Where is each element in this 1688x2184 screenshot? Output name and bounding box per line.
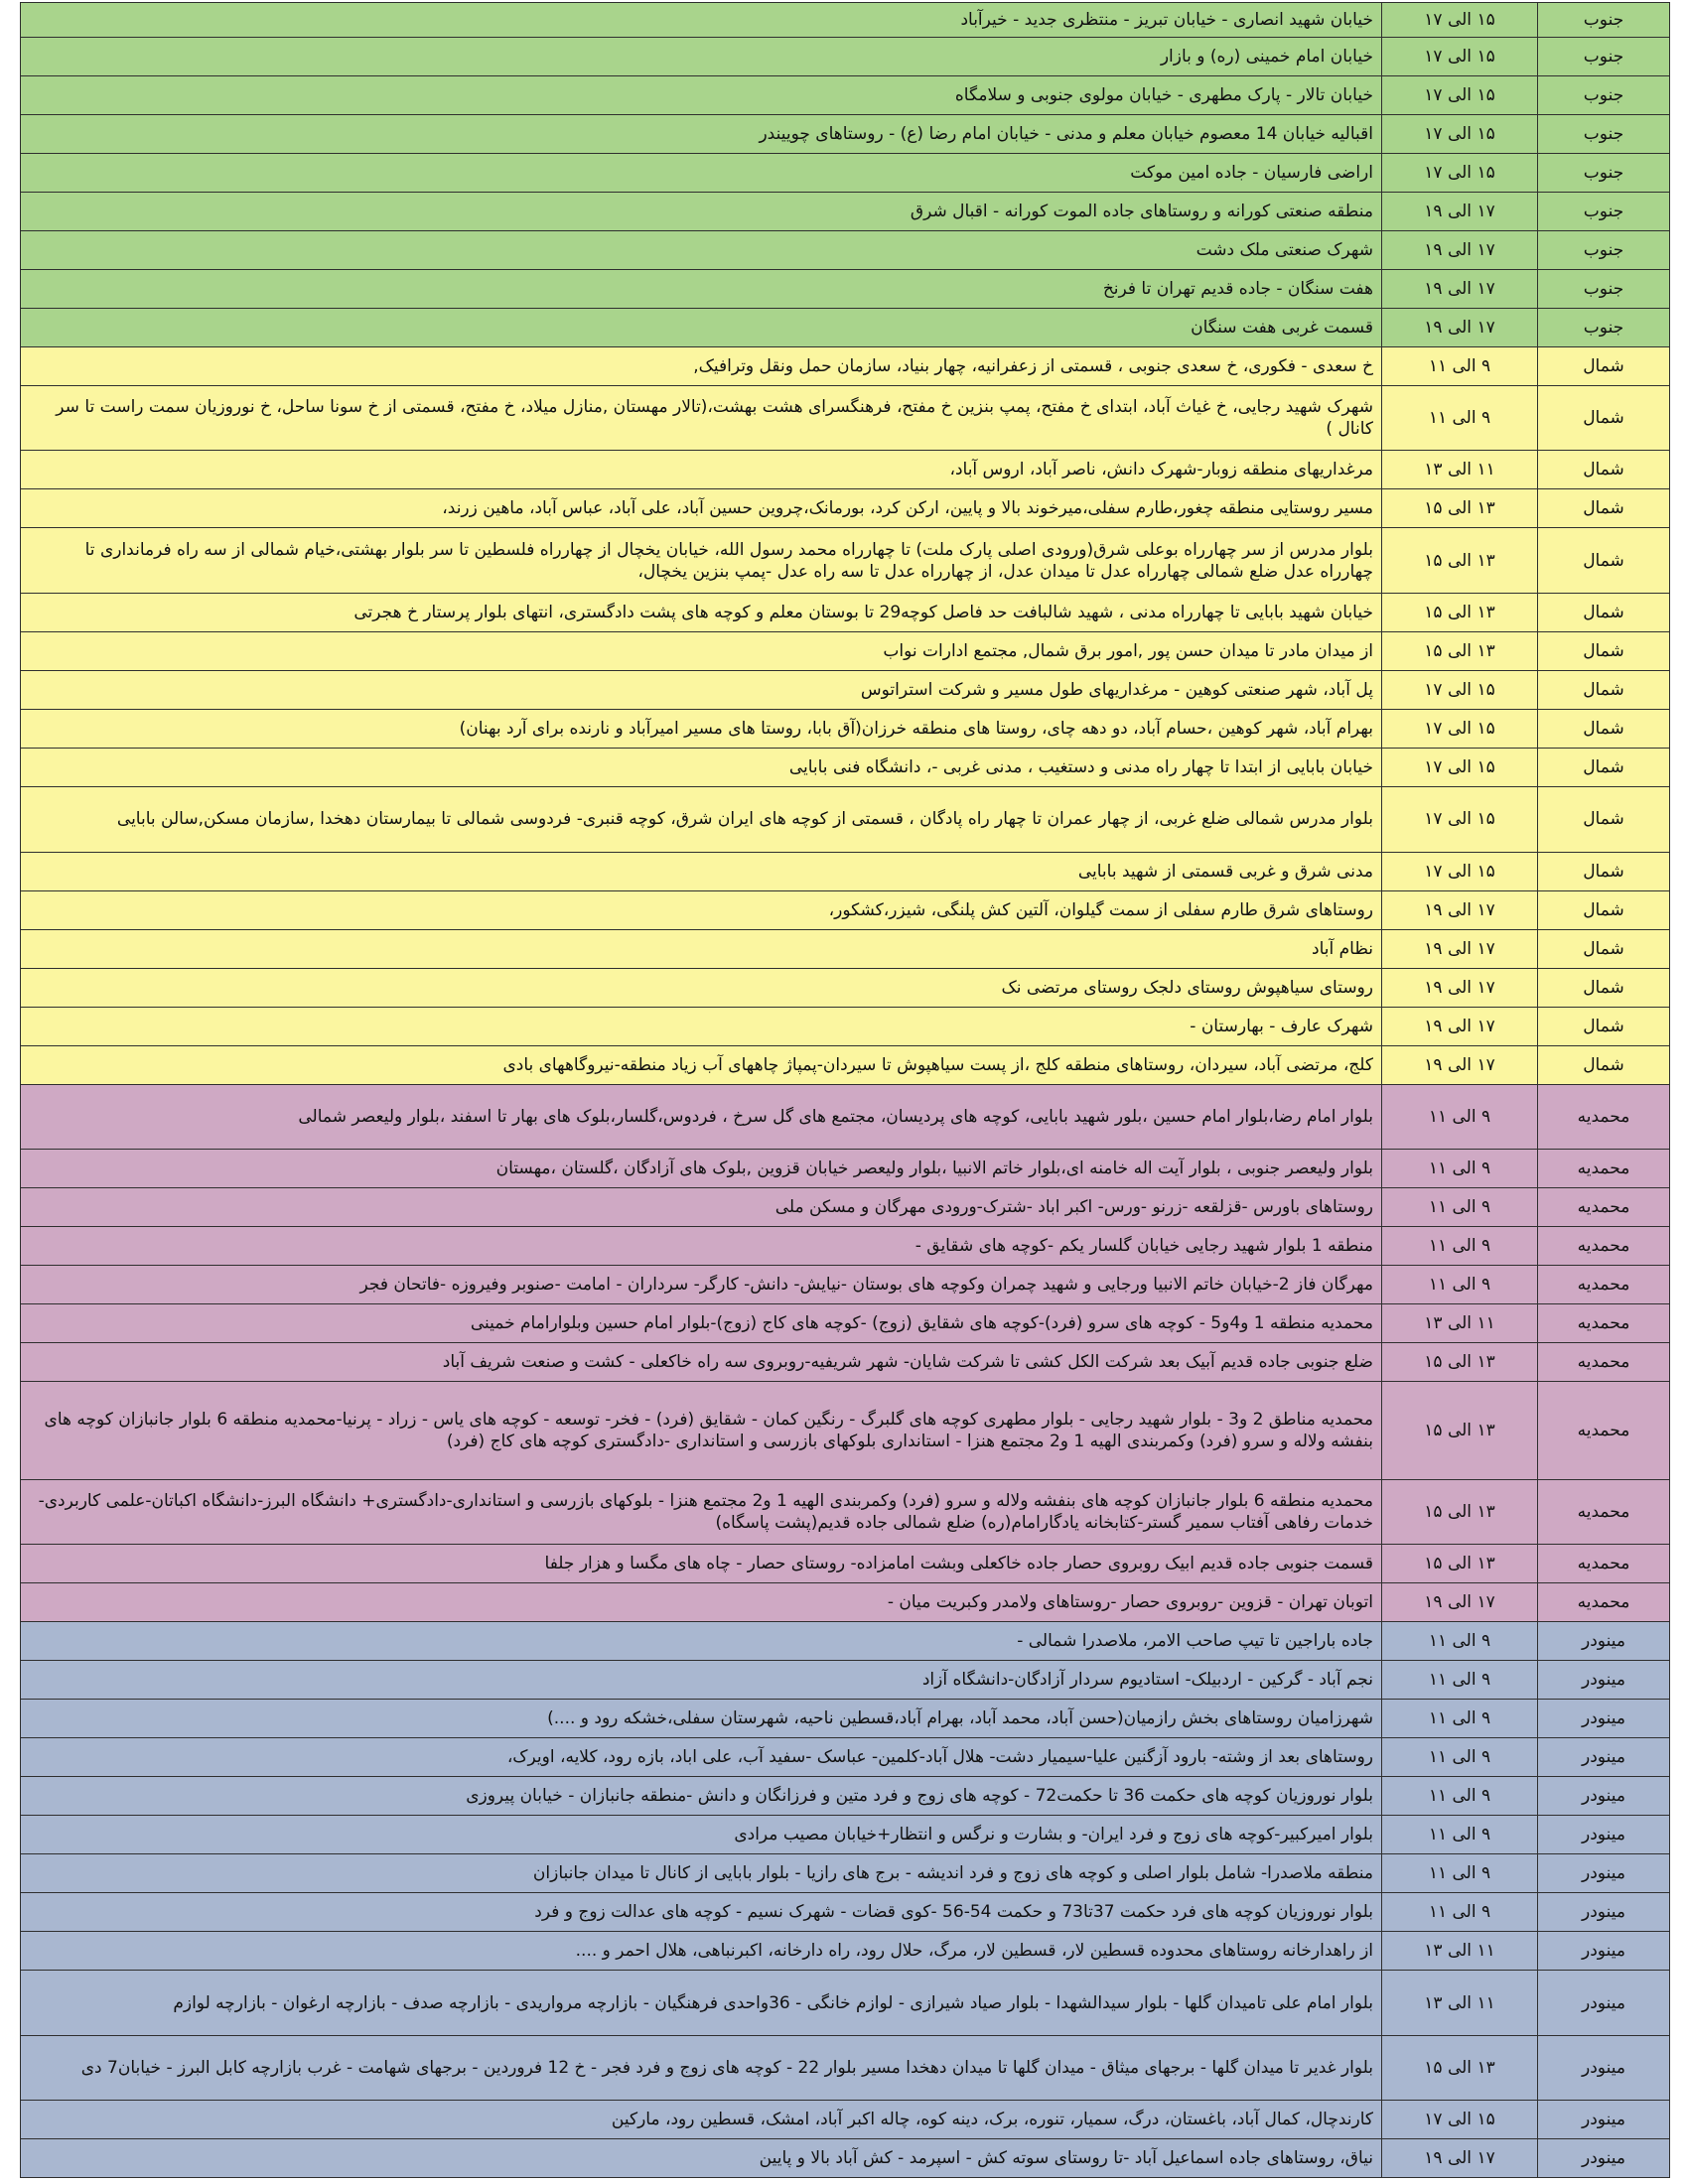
time-cell: ۱۵ الی ۱۷ <box>1382 153 1538 192</box>
area-cell: بلوار امام رضا،بلوار امام حسین ،بلور شهید بابایی، کوچه های پردیسان، مجتمع های گل سرخ ، فردوس،گلسار،بلوک های بهار تا اسفند ،بلوار ولیعصر شمالی <box>21 1084 1382 1150</box>
table-row <box>21 1304 1670 1343</box>
region-cell: مینودر <box>1538 1971 1670 2036</box>
table-row <box>21 710 1670 749</box>
area-cell: روستاهای باورس -قزلقعه -زرنو -ورس- اکبر اباد -شترک-ورودی مهرگان و مسکن ملی <box>21 1188 1382 1227</box>
table-row <box>21 1971 1670 2036</box>
area-cell: پل آباد، شهر صنعتی کوهین - مرغداریهای طول مسیر و شرکت استراتوس <box>21 671 1382 710</box>
table-row <box>21 451 1670 489</box>
area-cell: خیابان امام خمینی (ره) و بازار <box>21 37 1382 75</box>
time-cell: ۱۷ الی ۱۹ <box>1382 269 1538 308</box>
time-cell: ۹ الی ۱۱ <box>1382 1738 1538 1777</box>
table-row <box>21 230 1670 269</box>
time-cell: ۹ الی ۱۱ <box>1382 1622 1538 1661</box>
table-row <box>21 1622 1670 1661</box>
area-cell: بلوار مدرس شمالی ضلع غربی، از چهار عمران تا چهار راه پادگان ، قسمتی از کوچه های ایران شرق، کوچه قنبری- فردوسی شمالی تا بیمارستان دهخدا ,سازمان مسکن,سالن بابایی <box>21 787 1382 853</box>
area-cell: مسیر روستایی منطقه چغور،طارم سفلی،میرخوند بالا و پایین، ارکن کرد، بورمانک،چروین حسین آباد، علی آباد، عباس آباد، ماهین زرند، <box>21 489 1382 528</box>
time-cell: ۱۷ الی ۱۹ <box>1382 929 1538 968</box>
time-cell: ۱۳ الی ۱۵ <box>1382 2035 1538 2101</box>
table-row <box>21 1816 1670 1854</box>
time-cell: ۹ الی ۱۱ <box>1382 1700 1538 1738</box>
area-cell: اتوبان تهران - قزوین -روبروی حصار -روستاهای ولامدر وکبریت میان - <box>21 1583 1382 1622</box>
time-cell: ۱۷ الی ۱۹ <box>1382 1007 1538 1045</box>
table-row <box>21 528 1670 594</box>
region-cell: محمدیه <box>1538 1343 1670 1382</box>
table-row <box>21 1479 1670 1545</box>
region-cell: مینودر <box>1538 1932 1670 1971</box>
region-cell: محمدیه <box>1538 1304 1670 1343</box>
region-cell: شمال <box>1538 451 1670 489</box>
time-cell: ۱۳ الی ۱۵ <box>1382 1343 1538 1382</box>
region-cell: مینودر <box>1538 1816 1670 1854</box>
table-row <box>21 269 1670 308</box>
table-row <box>21 1738 1670 1777</box>
time-cell: ۱۵ الی ۱۷ <box>1382 710 1538 749</box>
table-row <box>21 1893 1670 1932</box>
schedule-rows <box>21 3 1670 2178</box>
region-cell: جنوب <box>1538 192 1670 230</box>
table-row <box>21 1084 1670 1150</box>
area-cell: کارندچال، کمال آباد، باغستان، درگ، سمیار، تنوره، برک، دینه کوه، چاله اکبر آباد، امشک، قسطین رود، مارکین <box>21 2101 1382 2139</box>
area-cell: مهرگان فاز 2-خیابان خاتم الانبیا ورجایی و شهید چمران وکوچه های بوستان -نیایش- دانش- کارگر- سرداران - امامت -صنوبر وفیروزه -فاتحان فجر <box>21 1266 1382 1304</box>
time-cell: ۱۵ الی ۱۷ <box>1382 37 1538 75</box>
table-row <box>21 1188 1670 1227</box>
area-cell: مدنی شرق و غربی قسمتی از شهید بابایی <box>21 852 1382 890</box>
area-cell: بلوار ولیعصر جنوبی ، بلوار آیت اله خامنه ای،بلوار خاتم الانبیا ،بلوار ولیعصر خیابان قزوین ,بلوک های آزادگان ،گلستان ،مهستان <box>21 1150 1382 1188</box>
region-cell: محمدیه <box>1538 1382 1670 1479</box>
area-cell: روستای سیاهپوش روستای دلجک روستای مرتضی نک <box>21 968 1382 1007</box>
region-cell: محمدیه <box>1538 1084 1670 1150</box>
time-cell: ۱۳ الی ۱۵ <box>1382 1479 1538 1545</box>
area-cell: نجم آباد - گرکین - اردبیلک- استادیوم سردار آزادگان-دانشگاه آزاد <box>21 1661 1382 1700</box>
time-cell: ۱۷ الی ۱۹ <box>1382 968 1538 1007</box>
time-cell: ۱۵ الی ۱۷ <box>1382 749 1538 787</box>
table-row <box>21 114 1670 153</box>
table-row <box>21 968 1670 1007</box>
area-cell: خ سعدی - فکوری، خ سعدی جنوبی ، قسمتی از زعفرانیه، چهار بنیاد، سازمان حمل ونقل وترافیک, <box>21 346 1382 385</box>
region-cell: مینودر <box>1538 2101 1670 2139</box>
region-cell: شمال <box>1538 749 1670 787</box>
table-row <box>21 890 1670 929</box>
region-cell: شمال <box>1538 929 1670 968</box>
time-cell: ۹ الی ۱۱ <box>1382 1084 1538 1150</box>
area-cell: کلج، مرتضی آباد، سیردان، روستاهای منطقه کلج ،از پست سیاهپوش تا سیردان-پمپاژ چاههای آب زیاد منطقه-نیروگاههای بادی <box>21 1045 1382 1084</box>
time-cell: ۱۳ الی ۱۵ <box>1382 632 1538 671</box>
area-cell: محمدیه مناطق 2 و3 - بلوار شهید رجایی - بلوار مطهری کوچه های گلبرگ - رنگین کمان - شقایق (فرد) - فخر- توسعه - کوچه های یاس - زراد - پرنیا-محمدیه منطقه 6 بلوار جانبازان کوچه های بنفشه ولاله و سرو (فرد) وکمربندی الهیه 1 و2 مجتمع هنزا - استانداری بلوکهای بازرسی و استانداری -دادگستری کوچه های کاج (فرد) <box>21 1382 1382 1479</box>
time-cell: ۹ الی ۱۱ <box>1382 346 1538 385</box>
region-cell: مینودر <box>1538 1661 1670 1700</box>
table-row <box>21 1700 1670 1738</box>
table-row <box>21 852 1670 890</box>
region-cell: شمال <box>1538 671 1670 710</box>
time-cell: ۹ الی ۱۱ <box>1382 1893 1538 1932</box>
time-cell: ۱۵ الی ۱۷ <box>1382 671 1538 710</box>
time-cell: ۱۷ الی ۱۹ <box>1382 890 1538 929</box>
area-cell: ضلع جنوبی جاده قدیم آبیک بعد شرکت الکل کشی تا شرکت شایان- شهر شریفیه-روبروی سه راه خاکعلی - کشت و صنعت شریف آباد <box>21 1343 1382 1382</box>
region-cell: جنوب <box>1538 114 1670 153</box>
region-cell: مینودر <box>1538 1700 1670 1738</box>
region-cell: مینودر <box>1538 1777 1670 1816</box>
area-cell: محمدیه منطقه 6 بلوار جانبازان کوچه های بنفشه ولاله و سرو (فرد) وکمربندی الهیه 1 و2 مجتمع هنزا - بلوکهای بازرسی و استانداری-دادگستری+ دانشگاه البرز-دانشگاه اکباتان-علمی کاربردی-خدمات رفاهی آفتاب سمیر گستر-کتابخانه یادگارامام(ره) ضلع شمالی جاده قدیم(پشت پاسگاه) <box>21 1479 1382 1545</box>
area-cell: خیابان تالار - پارک مطهری - خیابان مولوی جنوبی و سلامگاه <box>21 75 1382 114</box>
region-cell: جنوب <box>1538 37 1670 75</box>
table-row <box>21 1007 1670 1045</box>
area-cell: بلوار غدیر تا میدان گلها - برجهای میثاق - میدان گلها تا میدان دهخدا مسیر بلوار 22 - کوچه های زوج و فرد فجر - خ 12 فروردین - برجهای شهامت - غرب بازارچه کابل البرز - خیابان7 دی <box>21 2035 1382 2101</box>
table-row <box>21 75 1670 114</box>
time-cell: ۱۱ الی ۱۳ <box>1382 1971 1538 2036</box>
table-row <box>21 1583 1670 1622</box>
area-cell: از میدان مادر تا میدان حسن پور ,امور برق شمال, مجتمع ادارات نواب <box>21 632 1382 671</box>
table-row <box>21 594 1670 632</box>
table-row <box>21 489 1670 528</box>
table-row <box>21 2035 1670 2101</box>
region-cell: شمال <box>1538 1045 1670 1084</box>
area-cell: بلوار نوروزیان کوچه های فرد حکمت 37تا73 و حکمت 54-56 -کوی قضات - شهرک نسیم - کوچه های عدالت زوج و فرد <box>21 1893 1382 1932</box>
area-cell: خیابان بابایی از ابتدا تا چهار راه مدنی و دستغیب ، مدنی غربی -، دانشگاه فنی بابایی <box>21 749 1382 787</box>
area-cell: منطقه صنعتی کورانه و روستاهای جاده الموت کورانه - اقبال شرق <box>21 192 1382 230</box>
table-row <box>21 1266 1670 1304</box>
region-cell: شمال <box>1538 528 1670 594</box>
time-cell: ۹ الی ۱۱ <box>1382 1661 1538 1700</box>
region-cell: مینودر <box>1538 1893 1670 1932</box>
table-row <box>21 192 1670 230</box>
area-cell: محمدیه منطقه 1 و4و5 - کوچه های سرو (فرد)-کوچه های شقایق (زوج) -کوچه های کاج (زوج)-بلوار امام حسین وبلوارامام خمینی <box>21 1304 1382 1343</box>
table-row <box>21 1854 1670 1893</box>
area-cell: بلوار مدرس از سر چهارراه بوعلی شرق(ورودی اصلی پارک ملت) تا چهارراه محمد رسول الله، خیابان یخچال از چهارراه فلسطین تا سر بلوار بهشتی،خیام شمالی از سه راه فرمانداری تا چهارراه عدل ضلع شمالی چهارراه عدل تا میدان عدل، از چهارراه عدل تا سه راه عدل -پمپ بنزین یخچال، <box>21 528 1382 594</box>
region-cell: شمال <box>1538 594 1670 632</box>
table-row <box>21 153 1670 192</box>
time-cell: ۹ الی ۱۱ <box>1382 1150 1538 1188</box>
region-cell: شمال <box>1538 787 1670 853</box>
table-row <box>21 1343 1670 1382</box>
region-cell: مینودر <box>1538 1854 1670 1893</box>
table-row <box>21 1150 1670 1188</box>
time-cell: ۱۵ الی ۱۷ <box>1382 2101 1538 2139</box>
time-cell: ۱۳ الی ۱۵ <box>1382 1545 1538 1583</box>
region-cell: جنوب <box>1538 3 1670 38</box>
time-cell: ۱۵ الی ۱۷ <box>1382 3 1538 38</box>
region-cell: جنوب <box>1538 153 1670 192</box>
time-cell: ۱۵ الی ۱۷ <box>1382 852 1538 890</box>
region-cell: محمدیه <box>1538 1545 1670 1583</box>
time-cell: ۱۵ الی ۱۷ <box>1382 114 1538 153</box>
region-cell: محمدیه <box>1538 1227 1670 1266</box>
table-row <box>21 1045 1670 1084</box>
area-cell: خیابان شهید انصاری - خیابان تبریز - منتظری جدید - خیرآباد <box>21 3 1382 38</box>
outage-schedule-table <box>20 2 1670 2178</box>
table-row <box>21 749 1670 787</box>
table-row <box>21 632 1670 671</box>
region-cell: جنوب <box>1538 308 1670 346</box>
time-cell: ۹ الی ۱۱ <box>1382 385 1538 451</box>
time-cell: ۱۷ الی ۱۹ <box>1382 1583 1538 1622</box>
area-cell: روستاهای بعد از وشته- بارود آزگنین علیا-سیمیار دشت- هلال آباد-کلمین- عباسک -سفید آب، علی اباد، بازه رود، کلایه، اویرک، <box>21 1738 1382 1777</box>
table-row <box>21 1545 1670 1583</box>
area-cell: اراضی فارسیان - جاده امین موکت <box>21 153 1382 192</box>
area-cell: شهرک صنعتی ملک دشت <box>21 230 1382 269</box>
time-cell: ۱۱ الی ۱۳ <box>1382 451 1538 489</box>
time-cell: ۱۷ الی ۱۹ <box>1382 2139 1538 2178</box>
table-row <box>21 1932 1670 1971</box>
region-cell: محمدیه <box>1538 1266 1670 1304</box>
time-cell: ۱۵ الی ۱۷ <box>1382 787 1538 853</box>
area-cell: نظام آباد <box>21 929 1382 968</box>
area-cell: قسمت جنوبی جاده قدیم ابیک روبروی حصار جاده خاکعلی وبشت امامزاده- روستای حصار - چاه های مگسا و هزار جلفا <box>21 1545 1382 1583</box>
time-cell: ۹ الی ۱۱ <box>1382 1816 1538 1854</box>
area-cell: شهرزامیان روستاهای بخش رازمیان(حسن آباد، محمد آباد، بهرام آباد،قسطین ناحیه، شهرستان سفلی،خشکه رود و ....) <box>21 1700 1382 1738</box>
region-cell: محمدیه <box>1538 1188 1670 1227</box>
table-row <box>21 2101 1670 2139</box>
region-cell: مینودر <box>1538 2035 1670 2101</box>
region-cell: محمدیه <box>1538 1150 1670 1188</box>
time-cell: ۱۳ الی ۱۵ <box>1382 1382 1538 1479</box>
time-cell: ۱۷ الی ۱۹ <box>1382 308 1538 346</box>
table-row <box>21 671 1670 710</box>
region-cell: جنوب <box>1538 269 1670 308</box>
region-cell: شمال <box>1538 968 1670 1007</box>
table-row <box>21 929 1670 968</box>
area-cell: نیاق، روستاهای جاده اسماعیل آباد -تا روستای سوته کش - اسپرمد - کش آباد بالا و پایین <box>21 2139 1382 2178</box>
table-row <box>21 787 1670 853</box>
area-cell: هفت سنگان - جاده قدیم تهران تا فرنخ <box>21 269 1382 308</box>
time-cell: ۱۳ الی ۱۵ <box>1382 489 1538 528</box>
area-cell: منطقه 1 بلوار شهید رجایی خیابان گلسار یکم -کوچه های شقایق - <box>21 1227 1382 1266</box>
region-cell: محمدیه <box>1538 1583 1670 1622</box>
area-cell: بلوار امیرکبیر-کوچه های زوج و فرد ایران- و بشارت و نرگس و انتظار+خیابان مصیب مرادی <box>21 1816 1382 1854</box>
area-cell: بهرام آباد، شهر کوهین ،حسام آباد، دو دهه چای، روستا های منطقه خرزان(آق بابا، روستا های مسیر امیرآباد و نارنده برای آرد بهنان) <box>21 710 1382 749</box>
region-cell: شمال <box>1538 890 1670 929</box>
time-cell: ۹ الی ۱۱ <box>1382 1854 1538 1893</box>
table-row <box>21 2139 1670 2178</box>
table-row <box>21 1661 1670 1700</box>
area-cell: مرغداریهای منطقه زوبار-شهرک دانش، ناصر آباد، اروس آباد، <box>21 451 1382 489</box>
time-cell: ۹ الی ۱۱ <box>1382 1188 1538 1227</box>
area-cell: شهرک شهید رجایی، خ غیاث آباد، ابتدای خ مفتح، پمپ بنزین خ مفتح، فرهنگسرای هشت بهشت،(تالار مهستان ,منازل میلاد، خ مفتح، قسمتی از خ سونا ساحل، خ نوروزیان سمت راست تا سر کانال ) <box>21 385 1382 451</box>
area-cell: از راهدارخانه روستاهای محدوده قسطین لار، قسطین لار، مرگ، حلال رود، راه دارخانه، اکبرنباهی، هلال احمر و .... <box>21 1932 1382 1971</box>
area-cell: بلوار نوروزیان کوچه های حکمت 36 تا حکمت72 - کوچه های زوج و فرد متین و فرزانگان و دانش -منطقه جانبازان - خیابان پیروزی <box>21 1777 1382 1816</box>
table-row <box>21 3 1670 38</box>
area-cell: شهرک عارف - بهارستان - <box>21 1007 1382 1045</box>
time-cell: ۱۳ الی ۱۵ <box>1382 594 1538 632</box>
time-cell: ۱۷ الی ۱۹ <box>1382 1045 1538 1084</box>
table-row <box>21 1382 1670 1479</box>
region-cell: شمال <box>1538 385 1670 451</box>
time-cell: ۱۷ الی ۱۹ <box>1382 230 1538 269</box>
region-cell: محمدیه <box>1538 1479 1670 1545</box>
table-row <box>21 1227 1670 1266</box>
region-cell: شمال <box>1538 346 1670 385</box>
region-cell: شمال <box>1538 632 1670 671</box>
region-cell: شمال <box>1538 710 1670 749</box>
region-cell: جنوب <box>1538 230 1670 269</box>
table-row <box>21 1777 1670 1816</box>
table-row <box>21 346 1670 385</box>
table-row <box>21 385 1670 451</box>
time-cell: ۱۵ الی ۱۷ <box>1382 75 1538 114</box>
region-cell: شمال <box>1538 489 1670 528</box>
region-cell: جنوب <box>1538 75 1670 114</box>
region-cell: شمال <box>1538 852 1670 890</box>
table-row <box>21 308 1670 346</box>
outage-schedule-sheet <box>20 2 1670 2178</box>
area-cell: منطقه ملاصدرا- شامل بلوار اصلی و کوچه های زوج و فرد اندیشه - برج های رازیا - بلوار بابایی از کانال تا میدان جانبازان <box>21 1854 1382 1893</box>
area-cell: روستاهای شرق طارم سفلی از سمت گیلوان، آلتین کش پلنگی، شیزر،کشکور، <box>21 890 1382 929</box>
time-cell: ۱۱ الی ۱۳ <box>1382 1932 1538 1971</box>
table-row <box>21 37 1670 75</box>
region-cell: مینودر <box>1538 1622 1670 1661</box>
area-cell: جاده باراجین تا تیپ صاحب الامر، ملاصدرا شمالی - <box>21 1622 1382 1661</box>
time-cell: ۱۳ الی ۱۵ <box>1382 528 1538 594</box>
region-cell: مینودر <box>1538 1738 1670 1777</box>
region-cell: مینودر <box>1538 2139 1670 2178</box>
area-cell: قسمت غربی هفت سنگان <box>21 308 1382 346</box>
area-cell: اقبالیه خیابان 14 معصوم خیابان معلم و مدنی - خیابان امام رضا (ع) - روستاهای چوییندر <box>21 114 1382 153</box>
time-cell: ۱۱ الی ۱۳ <box>1382 1304 1538 1343</box>
time-cell: ۹ الی ۱۱ <box>1382 1777 1538 1816</box>
area-cell: بلوار امام علی تامیدان گلها - بلوار سیدالشهدا - بلوار صیاد شیرازی - لوازم خانگی - 36واحدی فرهنگیان - بازارچه مرواریدی - بازارچه صدف - بازارچه ارغوان - بازارچه لوازم <box>21 1971 1382 2036</box>
area-cell: خیابان شهید بابایی تا چهارراه مدنی ، شهید شالبافت حد فاصل کوچه29 تا بوستان معلم و کوچه های پشت دادگستری، انتهای بلوار پرستار خ هجرتی <box>21 594 1382 632</box>
time-cell: ۹ الی ۱۱ <box>1382 1266 1538 1304</box>
region-cell: شمال <box>1538 1007 1670 1045</box>
time-cell: ۹ الی ۱۱ <box>1382 1227 1538 1266</box>
time-cell: ۱۷ الی ۱۹ <box>1382 192 1538 230</box>
